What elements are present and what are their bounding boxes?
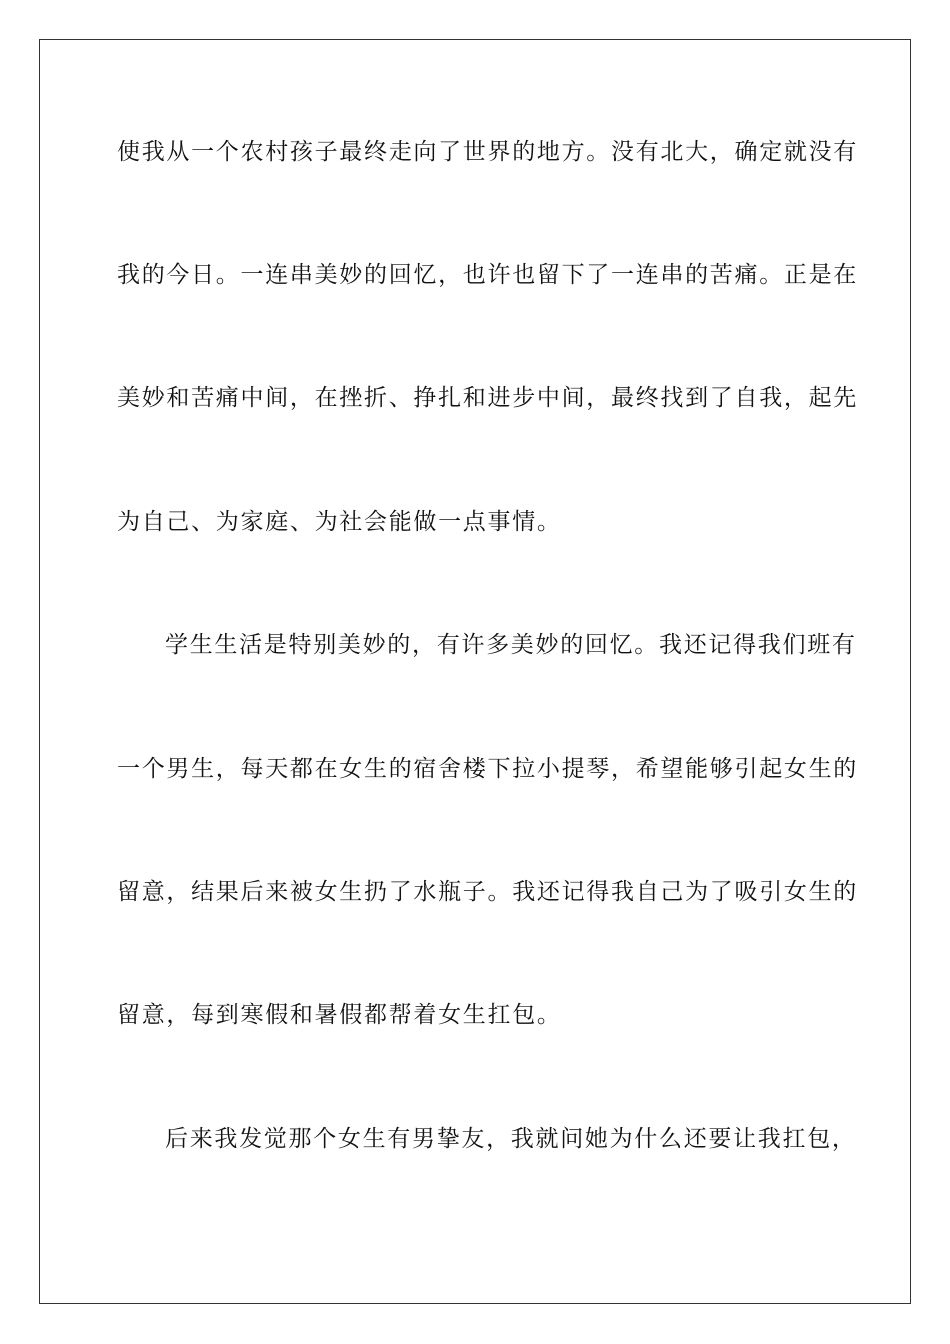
text-line: 我的今日。一连串美妙的回忆，也许也留下了一连串的苦痛。正是在 bbox=[117, 262, 858, 288]
paragraph-start-line: 学生生活是特别美妙的，有许多美妙的回忆。我还记得我们班有 bbox=[165, 632, 857, 658]
page-border bbox=[39, 39, 911, 1304]
text-line: 美妙和苦痛中间，在挫折、挣扎和进步中间，最终找到了自我，起先 bbox=[117, 385, 858, 411]
text-line: 留意，每到寒假和暑假都帮着女生扛包。 bbox=[117, 1002, 562, 1028]
text-line: 一个男生，每天都在女生的宿舍楼下拉小提琴，希望能够引起女生的 bbox=[117, 756, 858, 782]
text-line: 留意，结果后来被女生扔了水瓶子。我还记得我自己为了吸引女生的 bbox=[117, 879, 858, 905]
paragraph-start-line: 后来我发觉那个女生有男挚友，我就问她为什么还要让我扛包， bbox=[165, 1126, 857, 1152]
text-line: 使我从一个农村孩子最终走向了世界的地方。没有北大，确定就没有 bbox=[117, 139, 858, 165]
text-line: 为自己、为家庭、为社会能做一点事情。 bbox=[117, 509, 562, 535]
